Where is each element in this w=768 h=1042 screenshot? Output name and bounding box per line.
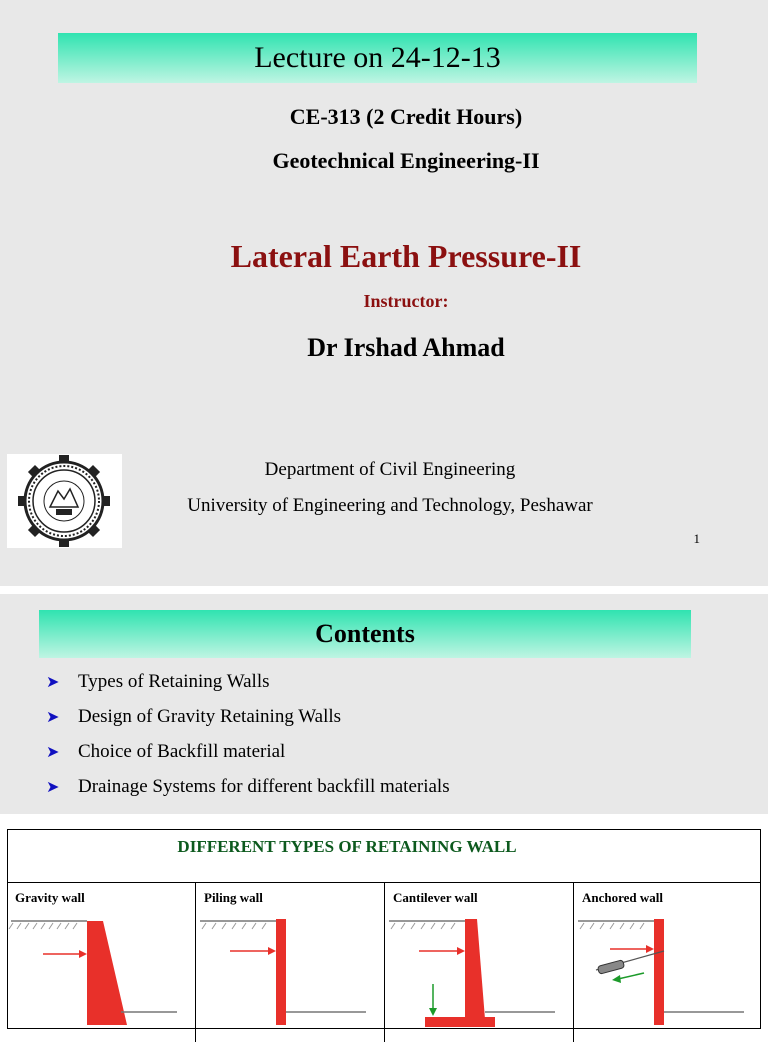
retaining-wall-title: DIFFERENT TYPES OF RETAINING WALL — [177, 837, 517, 856]
arrow-bullet-icon: ➤ — [46, 707, 60, 726]
gravity-wall-diagram — [7, 907, 196, 1027]
contents-list — [46, 664, 450, 804]
panel-label: Anchored wall — [582, 890, 664, 905]
cantilever-wall-diagram — [385, 907, 574, 1027]
list-item — [46, 734, 450, 769]
arrow-bullet-icon: ➤ — [46, 742, 60, 761]
anchored-wall-diagram — [574, 907, 761, 1027]
list-item-text: Choice of Backfill material — [78, 740, 286, 762]
retaining-wall-slide — [0, 822, 768, 1024]
list-item-text: Types of Retaining Walls — [78, 670, 270, 692]
university-name: University of Engineering and Technology, Peshawar — [187, 495, 593, 516]
panel-cantilever-wall — [385, 882, 574, 1042]
panel-label: Piling wall — [204, 890, 263, 905]
wall-shape — [654, 919, 664, 1025]
lecture-title: Lecture on 24-12-13 — [254, 41, 501, 74]
university-logo — [7, 454, 122, 548]
panel-piling-wall — [196, 882, 385, 1042]
list-item — [46, 769, 450, 804]
instructor-label: Instructor: — [363, 291, 449, 311]
panel-label: Cantilever wall — [393, 890, 478, 905]
contents-heading: Contents — [315, 619, 415, 648]
panel-label: Gravity wall — [15, 890, 85, 905]
subject-name: Geotechnical Engineering-II — [272, 148, 540, 173]
contents-header-bar — [39, 610, 691, 658]
arrow-bullet-icon: ➤ — [46, 672, 60, 691]
list-item — [46, 664, 450, 699]
lecture-title-bar — [58, 33, 697, 83]
wall-shape — [276, 919, 286, 1025]
panel-gravity-wall — [7, 882, 196, 1042]
piling-wall-diagram — [196, 907, 385, 1027]
list-item-text: Drainage Systems for different backfill materials — [78, 775, 450, 797]
topic-title: Lateral Earth Pressure-II — [230, 238, 582, 274]
course-code: CE-313 (2 Credit Hours) — [289, 104, 523, 129]
list-item-text: Design of Gravity Retaining Walls — [78, 705, 342, 727]
department-name: Department of Civil Engineering — [264, 459, 516, 480]
slide-number: 1 — [693, 531, 700, 546]
list-item — [46, 699, 450, 734]
instructor-name: Dr Irshad Ahmad — [307, 333, 505, 362]
wall-shape — [465, 919, 485, 1019]
panel-anchored-wall — [574, 882, 763, 1042]
wall-shape — [87, 921, 127, 1025]
contents-slide — [0, 594, 768, 814]
arrow-bullet-icon: ➤ — [46, 777, 60, 796]
